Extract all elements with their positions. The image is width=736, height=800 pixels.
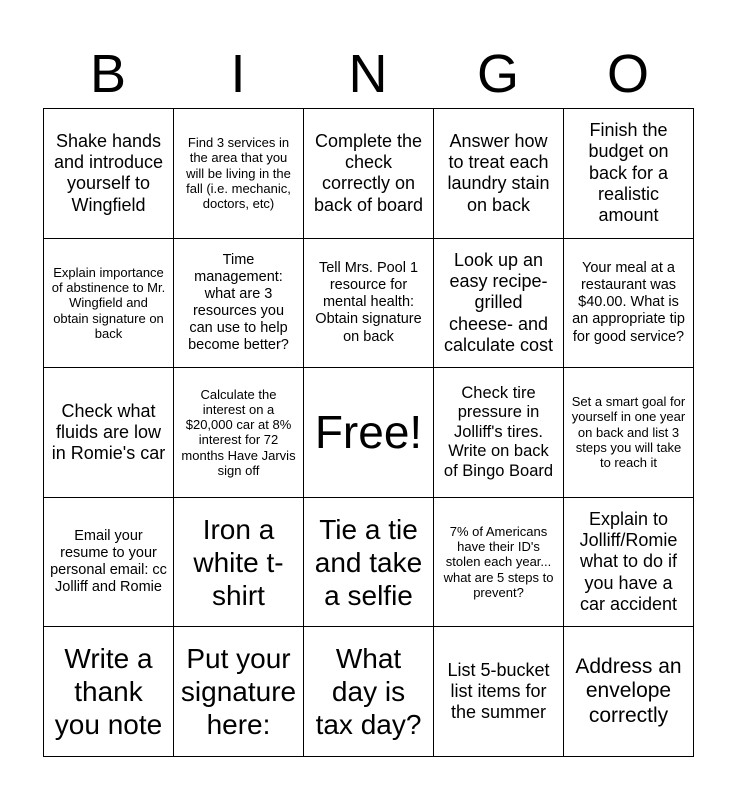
bingo-cell: Your meal at a restaurant was $40.00. What is an appropriate tip for good service? [564,238,694,368]
header-letter-g: G [476,44,519,104]
bingo-cell: Finish the budget on back for a realistic amount [564,109,694,239]
bingo-cell: What day is tax day? [304,627,434,757]
board-row [44,497,694,627]
bingo-cell: List 5-bucket list items for the summer [434,627,564,757]
bingo-cell: Address an envelope correctly [564,627,694,757]
bingo-cell: Look up an easy recipe- grilled cheese- and calculate cost [434,238,564,368]
board-row [44,238,694,368]
bingo-cell: Tie a tie and take a selfie [304,497,434,627]
bingo-cell: Write a thank you note [44,627,174,757]
bingo-cell: Answer how to treat each laundry stain on back [434,109,564,239]
bingo-cell: Email your resume to your personal email: cc Jolliff and Romie [44,497,174,627]
bingo-board [43,108,694,757]
header-letter-o: O [606,44,649,104]
bingo-cell: Time management: what are 3 resources you can use to help become better? [174,238,304,368]
bingo-header [43,40,693,108]
bingo-cell: Shake hands and introduce yourself to Wingfield [44,109,174,239]
bingo-cell: Check what fluids are low in Romie's car [44,368,174,498]
bingo-cell: Find 3 services in the area that you will be living in the fall (i.e. mechanic, doctors, etc) [174,109,304,239]
board-row [44,109,694,239]
bingo-cell: Put your signature here: [174,627,304,757]
bingo-cell: 7% of Americans have their ID's stolen each year... what are 5 steps to prevent? [434,497,564,627]
free-space: Free! [304,368,434,498]
bingo-cell: Check tire pressure in Jolliff's tires. Write on back of Bingo Board [434,368,564,498]
board-row [44,627,694,757]
board-row [44,368,694,498]
bingo-cell: Complete the check correctly on back of board [304,109,434,239]
header-letter-b: B [89,44,127,104]
bingo-cell: Calculate the interest on a $20,000 car at 8% interest for 72 months Have Jarvis sign off [174,368,304,498]
bingo-cell: Set a smart goal for yourself in one year on back and list 3 steps you will take to reach it [564,368,694,498]
header-letter-i: I [230,44,246,104]
bingo-cell: Explain importance of abstinence to Mr. Wingfield and obtain signature on back [44,238,174,368]
bingo-cell: Explain to Jolliff/Romie what to do if you have a car accident [564,497,694,627]
bingo-cell: Iron a white t-shirt [174,497,304,627]
bingo-cell: Tell Mrs. Pool 1 resource for mental health: Obtain signature on back [304,238,434,368]
header-letter-n: N [348,44,388,104]
